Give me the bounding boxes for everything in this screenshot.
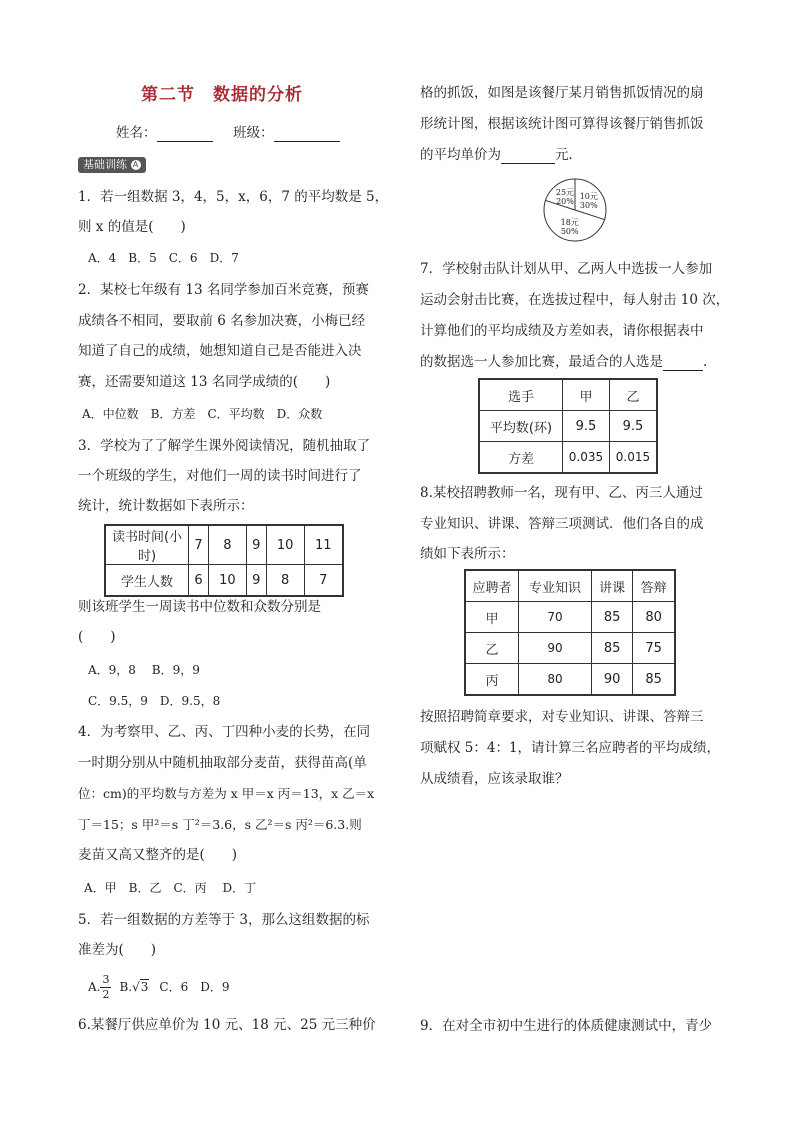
table-row <box>479 442 657 474</box>
q6-line3: 形统计图，根据该统计图可算得该餐厅销售抓饭 <box>420 116 704 132</box>
q7-line2: 运动会射击比赛，在选拔过程中，每人射击 10 次， <box>420 292 730 308</box>
q3-line1: 3．学校为了了解学生课外阅读情况，随机抽取了 <box>78 438 371 454</box>
table-cell: 平均数(环) <box>479 411 563 442</box>
q7-answer-blank[interactable] <box>663 356 703 371</box>
q8-line4: 按照招聘简章要求，对专业知识、讲课、答辩三 <box>420 709 704 725</box>
table-cell: 90 <box>519 633 592 664</box>
table-row <box>479 379 657 411</box>
table-cell: 学生人数 <box>105 565 189 597</box>
section-tag: 基础训练 A <box>78 157 146 173</box>
table-cell: 10 <box>266 525 304 565</box>
table-cell: 70 <box>519 602 592 633</box>
q6-line4: 的平均单价为 元． <box>420 147 582 163</box>
class-blank[interactable] <box>274 127 340 142</box>
q1-options: A．4 B．5 C．6 D．7 <box>88 251 239 265</box>
table-cell: 85 <box>592 602 633 633</box>
table-header-cell: 乙 <box>609 379 657 411</box>
table-cell: 9 <box>246 525 266 565</box>
table-header-cell: 答辩 <box>633 570 675 602</box>
q2-line1: 2．某校七年级有 13 名同学参加百米竞赛，预赛 <box>78 282 369 298</box>
pie-slice-percent: 50% <box>560 227 579 237</box>
table-cell: 9.5 <box>563 411 610 442</box>
q3-line3: 统计，统计数据如下表所示： <box>78 498 254 514</box>
table-row <box>465 570 675 602</box>
table-cell: 7 <box>189 525 209 565</box>
table-header-cell: 专业知识 <box>519 570 592 602</box>
table-cell: 85 <box>633 664 675 696</box>
q8-line3: 绩如下表所示： <box>420 546 515 562</box>
table-row <box>465 664 675 696</box>
table-cell: 85 <box>592 633 633 664</box>
q2-line2: 成绩各不相同，要取前 6 名参加决赛，小梅已经 <box>78 313 366 329</box>
table-cell: 11 <box>304 525 343 565</box>
table-cell: 7 <box>304 565 343 597</box>
q6-line2: 格的抓饭，如图是该餐厅某月销售抓饭情况的扇 <box>420 85 704 101</box>
table-cell: 9.5 <box>609 411 657 442</box>
table-row <box>105 525 343 565</box>
table-header-cell: 甲 <box>563 379 610 411</box>
q4-line5: 麦苗又高又整齐的是( ) <box>78 847 238 863</box>
pie-slice-percent: 30% <box>579 200 598 210</box>
table-cell: 丙 <box>465 664 519 696</box>
q7-line4: 的数据选一人参加比赛，最适合的人选是 . <box>420 354 708 370</box>
reading-time-table <box>104 524 344 597</box>
table-header-cell: 讲课 <box>592 570 633 602</box>
table-cell: 方差 <box>479 442 563 474</box>
table-cell: 9 <box>246 565 266 597</box>
q4-line4: 丁＝15；s 甲²＝s 丁²＝3.6，s 乙²＝s 丙²＝6.3.则 <box>78 817 362 832</box>
table-cell: 甲 <box>465 602 519 633</box>
pie-slice-label: 18元 <box>560 218 579 228</box>
q4-line1: 4．为考察甲、乙、丙、丁四种小麦的长势，在同 <box>78 724 371 740</box>
q3-line2: 一个班级的学生，对他们一周的读书时间进行了 <box>78 468 362 484</box>
q3-line4: 则该班学生一周读书中位数和众数分别是 <box>78 599 321 615</box>
table-header-cell: 选手 <box>479 379 563 411</box>
table-cell: 80 <box>519 664 592 696</box>
table-cell: 80 <box>633 602 675 633</box>
page-title: 第二节 数据的分析 <box>141 85 303 105</box>
table-row <box>105 565 343 597</box>
name-field <box>116 124 340 142</box>
q5-options: A. $\frac{3}{2}$ B.√3 C．6 D．9 <box>88 973 230 1001</box>
q4-line2: 一时期分别从中随机抽取部分麦苗，获得苗高(单 <box>78 755 367 771</box>
shooting-table <box>478 378 658 474</box>
circle-a-icon: A <box>131 160 141 170</box>
q5-line1: 5．若一组数据的方差等于 3，那么这组数据的标 <box>78 912 370 928</box>
q5-option-a-label: A. <box>88 980 101 994</box>
table-cell: 10 <box>208 565 246 597</box>
class-label: 班级： <box>233 125 274 141</box>
pie-slice-label: 10元 <box>579 191 598 201</box>
q5-line2: 准差为( ) <box>78 942 157 958</box>
candidate-table <box>464 569 676 696</box>
q1-line2: 则 x 的值是( ) <box>78 219 186 235</box>
table-cell: 75 <box>633 633 675 664</box>
table-cell: 6 <box>189 565 209 597</box>
q8-line1: 8.某校招聘教师一名，现有甲、乙、丙三人通过 <box>420 485 703 501</box>
table-cell: 0.035 <box>563 442 610 474</box>
table-row <box>465 633 675 664</box>
table-cell: 乙 <box>465 633 519 664</box>
name-label: 姓名： <box>116 125 157 141</box>
pie-chart <box>535 175 615 245</box>
q5-option-b-label: B. <box>119 980 133 994</box>
table-cell: 8 <box>208 525 246 565</box>
q7-line3: 计算他们的平均成绩及方差如表，请你根据表中 <box>420 323 704 339</box>
q8-line2: 专业知识、讲课、答辩三项测试．他们各自的成 <box>420 516 704 532</box>
pie-slice-label: 25元 <box>555 188 575 198</box>
q7-line1: 7．学校射击队计划从甲、乙两人中选拔一人参加 <box>420 261 713 277</box>
table-cell: 90 <box>592 664 633 696</box>
q2-options: A．中位数 B．方差 C．平均数 D．众数 <box>82 407 323 421</box>
q3-options2: C．9.5，9 D．9.5，8 <box>88 694 221 708</box>
q6-answer-blank[interactable] <box>501 149 555 164</box>
fraction: $\frac{3}{2}$ <box>102 973 110 1001</box>
table-row <box>465 602 675 633</box>
q3-options1: A．9，8 B．9，9 <box>88 663 200 677</box>
name-blank[interactable] <box>157 127 213 142</box>
table-cell: 8 <box>266 565 304 597</box>
q2-line4: 赛，还需要知道这 13 名同学成绩的( ) <box>78 374 331 390</box>
table-cell: 0.015 <box>609 442 657 474</box>
q4-line3: 位：cm)的平均数与方差为 x 甲＝x 丙＝13，x 乙＝x <box>78 786 375 801</box>
pie-slice-percent: 20% <box>556 197 574 207</box>
q3-line5: ( ) <box>78 629 116 645</box>
q6-line1: 6.某餐厅供应单价为 10 元、18 元、25 元三种价 <box>78 1017 376 1033</box>
q8-line5: 项赋权 5：4：1，请计算三名应聘者的平均成绩， <box>420 740 721 756</box>
sqrt-icon: √ <box>132 980 140 994</box>
table-row <box>479 411 657 442</box>
q8-line6: 从成绩看，应该录取谁？ <box>420 771 569 787</box>
table-cell: 读书时间(小时) <box>105 525 189 565</box>
q9-line1: 9．在对全市初中生进行的体质健康测试中，青少 <box>420 1018 713 1034</box>
q2-line3: 知道了自己的成绩，她想知道自己是否能进入决 <box>78 343 362 359</box>
q1-line1: 1．若一组数据 3，4，5，x，6，7 的平均数是 5， <box>78 189 389 205</box>
q4-options: A．甲 B．乙 C．丙 D．丁 <box>84 881 257 895</box>
table-header-cell: 应聘者 <box>465 570 519 602</box>
